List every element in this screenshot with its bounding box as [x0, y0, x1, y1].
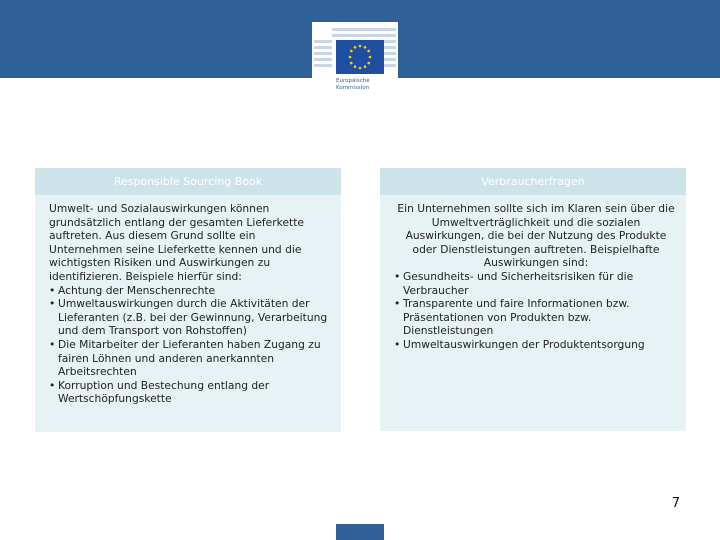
logo-org-name: Europäische Kommission — [336, 78, 370, 91]
bullet-icon: • — [394, 269, 401, 283]
list-item: • Umweltauswirkungen der Produktentsorgung — [394, 337, 645, 351]
column-title: Responsible Sourcing Book — [35, 168, 341, 195]
column-consumer-issues — [380, 168, 686, 431]
bullet-icon: • — [394, 337, 401, 351]
footer-accent-bar — [336, 524, 384, 540]
bullet-icon: • — [49, 337, 56, 351]
column-responsible-sourcing — [35, 168, 341, 432]
column-body — [380, 195, 686, 352]
page-number: 7 — [671, 496, 680, 511]
bullet-icon: • — [49, 283, 56, 297]
list-item: • Die Mitarbeiter der Lieferanten haben Zugang zu fairen Löhnen und anderen anerkannten Arbeitsrechten — [49, 337, 321, 379]
bullet-icon: • — [394, 297, 401, 311]
column-intro: Ein Unternehmen sollte sich im Klaren sein über die Umweltverträglichkeit und die sozialen Auswirkungen, die bei der Nutzung des Produkte oder Dienstleistungen auftreten. Beispielhafte Auswirkungen sind: — [397, 202, 675, 270]
column-body — [35, 195, 341, 406]
list-item: • Gesundheits- und Sicherheitsrisiken für die Verbraucher — [394, 269, 634, 297]
bullet-list — [394, 270, 678, 352]
list-item: • Achtung der Menschenrechte — [49, 283, 216, 297]
list-item: • Transparente und faire Informationen bzw. Präsentationen von Produkten bzw. Dienstleistungen — [394, 297, 630, 338]
bullet-icon: • — [49, 378, 56, 392]
column-title: Verbraucherfragen — [380, 168, 686, 195]
list-item: • Umweltauswirkungen durch die Aktivitäten der Lieferanten (z.B. bei der Gewinnung, Verarbeitung und dem Transport von Rohstoffen) — [49, 297, 328, 338]
bullet-list — [49, 284, 331, 406]
column-intro: Umwelt- und Sozialauswirkungen können grundsätzlich entlang der gesamten Lieferkette auftreten. Aus diesem Grund sollte ein Unternehmen seine Lieferkette kennen und die wichtigsten Risiken und Auswirkungen zu identifizieren. Beispiele hierfür sind: — [49, 202, 304, 283]
bullet-icon: • — [49, 297, 56, 311]
european-commission-logo — [312, 18, 398, 102]
list-item: • Korruption und Bestechung entlang der Wertschöpfungskette — [49, 378, 270, 406]
